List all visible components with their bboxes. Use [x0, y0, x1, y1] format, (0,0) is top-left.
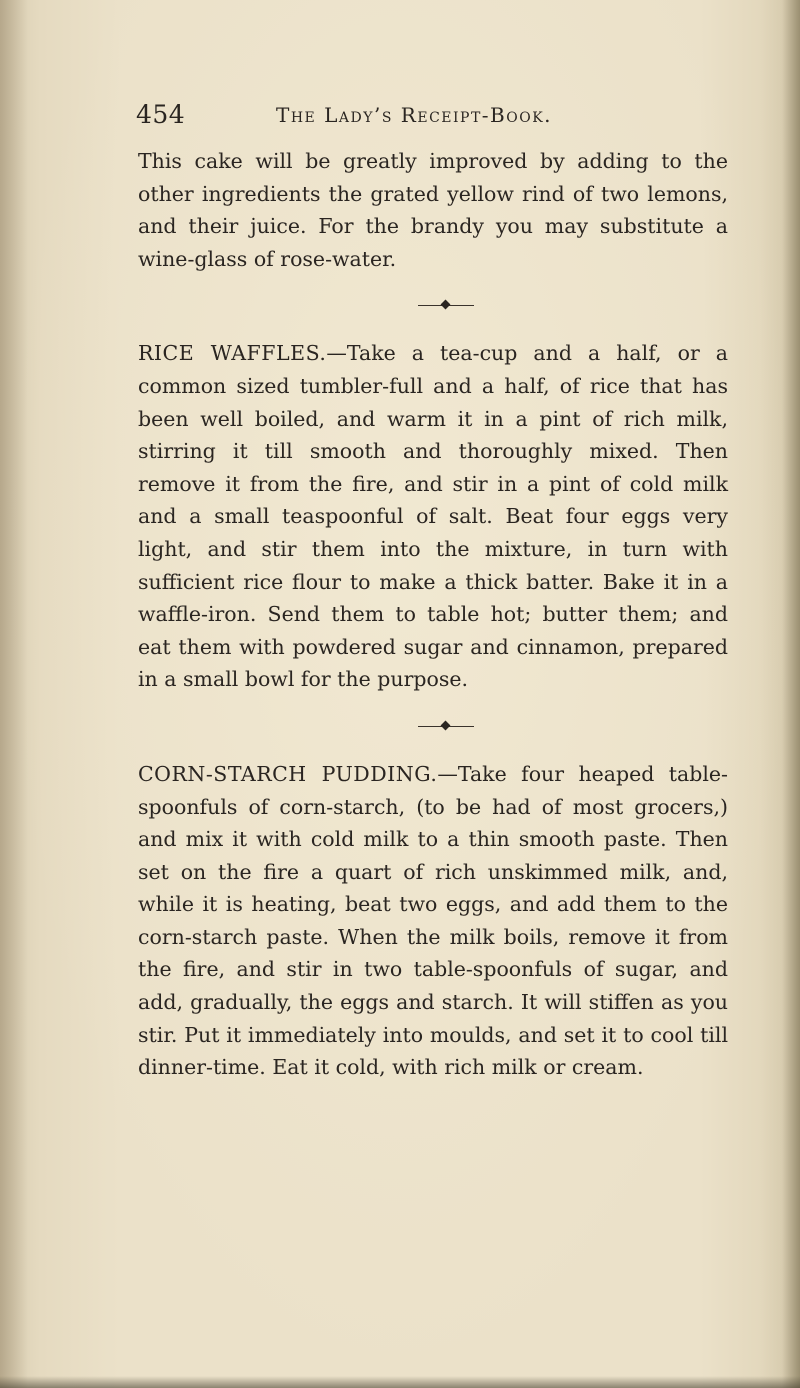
page-bottom-shadow [0, 1376, 800, 1388]
page-edge-shadow [782, 0, 800, 1388]
diamond-ornament-icon [441, 300, 451, 310]
spine-shadow [0, 0, 28, 1388]
intro-text: This cake will be greatly improved by adding to the other ingredients the grated yellow rind of two lemons, and their juice. For the brandy you may substitute a wine-glass of rose-water. [138, 149, 728, 271]
recipe-title: RICE WAFFLES. [138, 341, 327, 366]
recipe-rice-waffles [138, 337, 728, 696]
section-divider [138, 275, 728, 337]
diamond-ornament-icon [441, 720, 451, 730]
recipe-title: CORN-STARCH PUDDING. [138, 761, 438, 786]
page-header [136, 100, 721, 136]
page-number: 454 [136, 100, 186, 129]
recipe-corn-starch-pudding [138, 758, 728, 1084]
recipe-text: —Take four heaped table-spoonfuls of corn-starch, (to be had of most grocers,) and mix it with cold milk to a thin smooth paste. Then set on the fire a quart of rich unskimmed milk, and, while it is heating, beat two eggs, and add them to the corn-starch paste. When the milk boils, remove it from the fire, and stir in two table-spoonfuls of sugar, and add, gradually, the eggs and starch. It will stiffen as you stir. Put it immediately into moulds, and set it to cool till dinner-time. Eat it cold, with rich milk or cream. [138, 761, 728, 1080]
intro-paragraph [138, 145, 728, 275]
section-divider [138, 696, 728, 758]
page-body [138, 145, 728, 1084]
recipe-text: —Take a tea-cup and a half, or a common sized tumbler-full and a half, of rice that has been well boiled, and warm it in a pint of rich milk, stirring it till smooth and thoroughly mixed. Then remove it from the fire, and stir in a pint of cold milk and a small teaspoonful of salt. Beat four eggs very light, and stir them into the mixture, in turn with sufficient rice flour to make a thick batter. Bake it in a waffle-iron. Send them to table hot; butter them; and eat them with powdered sugar and cinnamon, prepared in a small bowl for the purpose. [138, 341, 728, 692]
running-title: The Lady’s Receipt-Book. [276, 103, 553, 127]
